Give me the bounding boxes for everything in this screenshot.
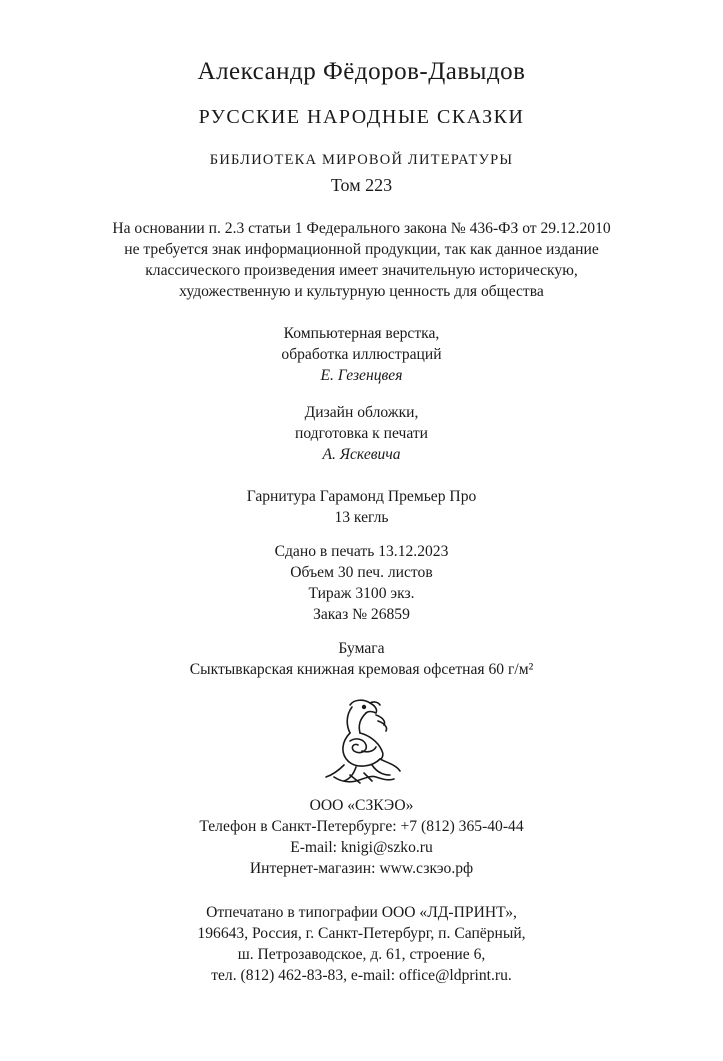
legal-notice-line-3: классического произведения имеет значительную историческую, (145, 262, 578, 279)
printer-line-4: тел. (812) 462-83-83, e-mail: office@ldprint.ru. (211, 967, 512, 984)
layout-credit-line-2: обработка иллюстраций (281, 346, 442, 363)
paper-description: Сыктывкарская книжная кремовая офсетная 60 г/м² (189, 661, 534, 678)
typeface-size: 13 кегль (334, 509, 389, 526)
print-order: Заказ № 26859 (313, 606, 410, 623)
cover-credit-line-1: Дизайн обложки, (304, 404, 419, 421)
legal-notice-line-4: художественную и культурную ценность для общества (179, 283, 544, 300)
legal-notice-line-2: не требуется знак информационной продукции, так как данное издание (124, 241, 599, 258)
typeface-name: Гарнитура Гарамонд Премьер Про (246, 488, 477, 505)
book-title: РУССКИЕ НАРОДНЫЕ СКАЗКИ (198, 106, 525, 128)
author-name: Александр Фёдоров-Давыдов (197, 58, 526, 85)
publisher-email: E-mail: knigi@szko.ru (290, 839, 433, 856)
series-name: БИБЛИОТЕКА МИРОВОЙ ЛИТЕРАТУРЫ (209, 152, 514, 168)
printer-line-1: Отпечатано в типографии ООО «ЛД-ПРИНТ», (206, 904, 517, 921)
printer-line-3: ш. Петрозаводское, д. 61, строение 6, (237, 946, 486, 963)
publisher-shop: Интернет-магазин: www.сзкэо.рф (249, 860, 474, 877)
layout-credit-line-1: Компьютерная верстка, (283, 325, 440, 342)
dragon-emblem-icon (320, 695, 404, 787)
printer-line-2: 196643, Россия, г. Санкт-Петербург, п. Сапёрный, (197, 925, 526, 942)
cover-credit-line-2: подготовка к печати (294, 425, 429, 442)
layout-credit-name: Е. Гезенцвея (320, 367, 403, 384)
paper-label: Бумага (338, 640, 385, 657)
print-run: Тираж 3100 экз. (308, 585, 415, 602)
publisher-name: ООО «СЗКЭО» (309, 797, 414, 814)
legal-notice-line-1: На основании п. 2.3 статьи 1 Федерального закона № 436-ФЗ от 29.12.2010 (112, 220, 611, 237)
cover-credit-name: А. Яскевича (322, 446, 401, 463)
print-signed-date: Сдано в печать 13.12.2023 (274, 543, 449, 560)
print-volume: Объем 30 печ. листов (290, 564, 433, 581)
volume-number: Том 223 (330, 175, 393, 195)
publisher-phone: Телефон в Санкт-Петербурге: +7 (812) 365-40-44 (199, 818, 524, 835)
